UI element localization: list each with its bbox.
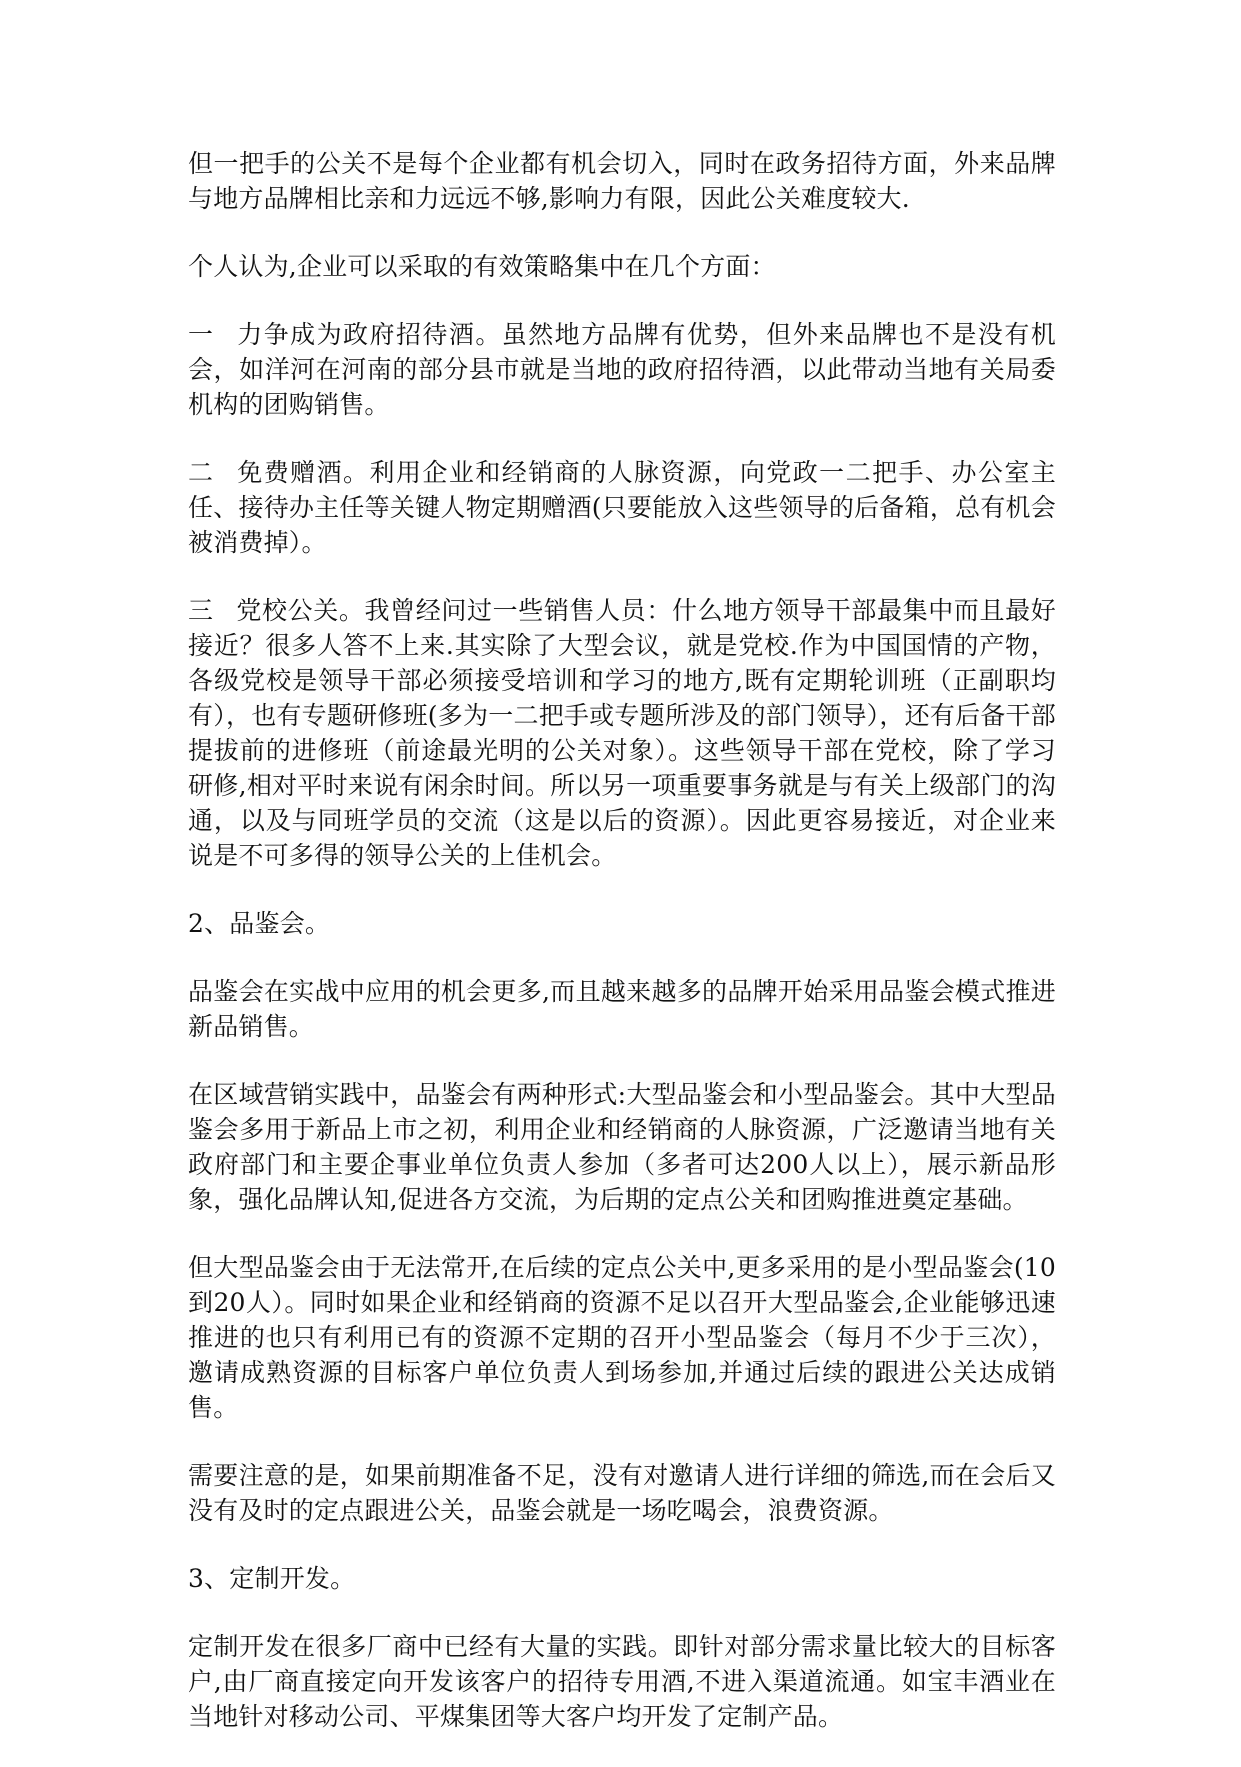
paragraph (188, 249, 1056, 284)
paragraph-text: 品鉴会在实战中应用的机会更多,而且越来越多的品牌开始采用品鉴会模式推进新品销售。 (188, 977, 1056, 1041)
paragraph-text: 需要注意的是，如果前期准备不足，没有对邀请人进行详细的筛选,而在会后又没有及时的定点跟进公关，品鉴会就是一场吃喝会，浪费资源。 (188, 1461, 1056, 1525)
section-heading (188, 1561, 1056, 1596)
section-heading (188, 906, 1056, 941)
list-marker: 二 (188, 458, 214, 487)
paragraph (188, 1077, 1056, 1217)
paragraph-text: 2、品鉴会。 (188, 909, 331, 938)
document-body (188, 146, 1056, 1767)
paragraph (188, 1629, 1056, 1734)
paragraph-text: 力争成为政府招待酒。虽然地方品牌有优势，但外来品牌也不是没有机会，如洋河在河南的部分县市就是当地的政府招待酒，以此带动当地有关局委机构的团购销售。 (188, 320, 1056, 419)
list-paragraph (188, 593, 1056, 873)
paragraph-text: 在区域营销实践中，品鉴会有两种形式:大型品鉴会和小型品鉴会。其中大型品鉴会多用于新品上市之初，利用企业和经销商的人脉资源，广泛邀请当地有关政府部门和主要企事业单位负责人参加（多者可达200人以上），展示新品形象，强化品牌认知,促进各方交流，为后期的定点公关和团购推进奠定基础。 (188, 1080, 1056, 1214)
paragraph-text: 免费赠酒。利用企业和经销商的人脉资源，向党政一二把手、办公室主任、接待办主任等关键人物定期赠酒(只要能放入这些领导的后备箱，总有机会被消费掉）。 (188, 458, 1056, 557)
paragraph-text: 3、定制开发。 (188, 1564, 356, 1593)
paragraph-text: 个人认为,企业可以采取的有效策略集中在几个方面： (188, 252, 776, 281)
list-marker: 三 (188, 596, 214, 625)
paragraph (188, 1458, 1056, 1528)
paragraph-text: 定制开发在很多厂商中已经有大量的实践。即针对部分需求量比较大的目标客户,由厂商直接定向开发该客户的招待专用酒,不进入渠道流通。如宝丰酒业在当地针对移动公司、平煤集团等大客户均开发了定制产品。 (188, 1632, 1056, 1731)
list-paragraph (188, 317, 1056, 422)
paragraph (188, 1250, 1056, 1425)
paragraph-text: 但一把手的公关不是每个企业都有机会切入，同时在政务招待方面，外来品牌与地方品牌相比亲和力远远不够,影响力有限，因此公关难度较大. (188, 149, 1056, 213)
list-marker: 一 (188, 320, 214, 349)
paragraph (188, 146, 1056, 216)
paragraph (188, 974, 1056, 1044)
paragraph-text: 但大型品鉴会由于无法常开,在后续的定点公关中,更多采用的是小型品鉴会(10到20人）。同时如果企业和经销商的资源不足以召开大型品鉴会,企业能够迅速推进的也只有利用已有的资源不定期的召开小型品鉴会（每月不少于三次），邀请成熟资源的目标客户单位负责人到场参加,并通过后续的跟进公关达成销售。 (188, 1253, 1056, 1422)
paragraph-text: 党校公关。我曾经问过一些销售人员：什么地方领导干部最集中而且最好接近？很多人答不上来.其实除了大型会议，就是党校.作为中国国情的产物，各级党校是领导干部必须接受培训和学习的地方,既有定期轮训班（正副职均有），也有专题研修班(多为一二把手或专题所涉及的部门领导），还有后备干部提拔前的进修班（前途最光明的公关对象）。这些领导干部在党校，除了学习研修,相对平时来说有闲余时间。所以另一项重要事务就是与有关上级部门的沟通，以及与同班学员的交流（这是以后的资源）。因此更容易接近，对企业来说是不可多得的领导公关的上佳机会。 (188, 596, 1056, 870)
list-paragraph (188, 455, 1056, 560)
